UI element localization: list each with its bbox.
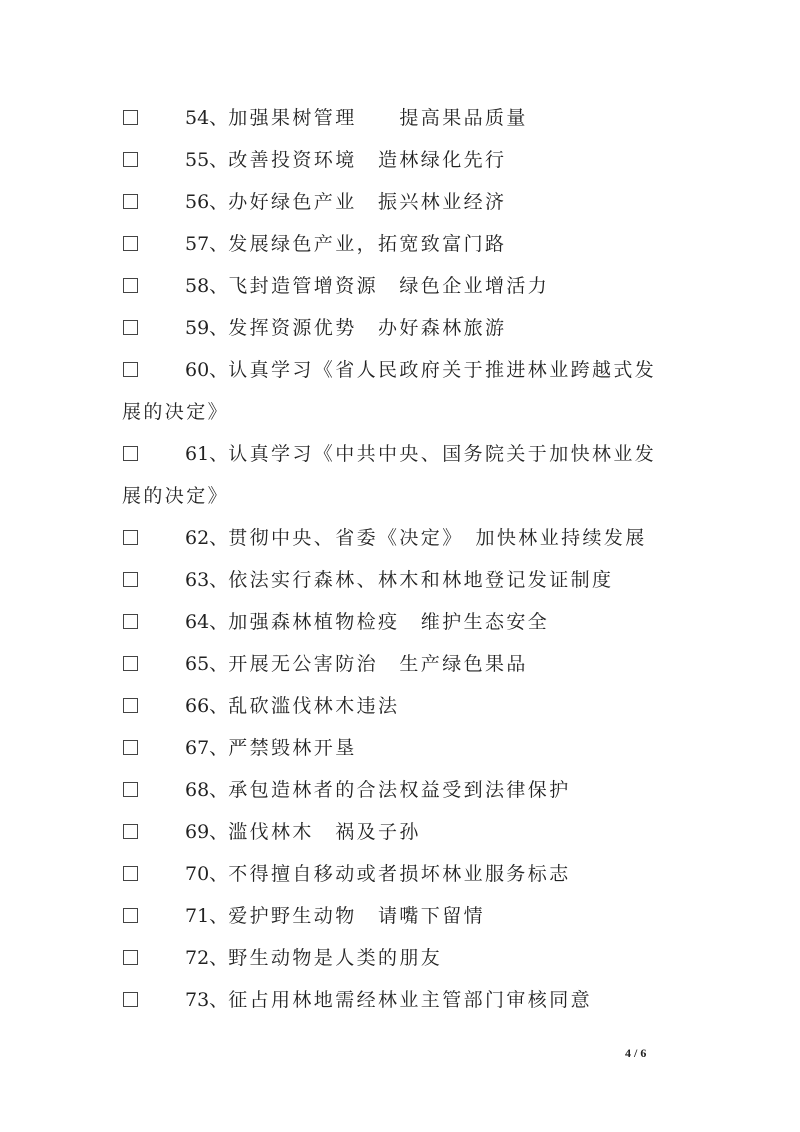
item-number: 70、: [185, 863, 229, 885]
item-number: 54、: [185, 107, 229, 129]
item-number: 59、: [185, 317, 229, 339]
item-text: 办好绿色产业 振兴林业经济: [228, 191, 507, 213]
item-text: 飞封造管增资源 绿色企业增活力: [228, 275, 550, 297]
checkbox-icon[interactable]: [123, 698, 138, 713]
item-number: 58、: [185, 275, 229, 297]
item-text: 爱护野生动物 请嘴下留情: [228, 905, 485, 927]
item-number: 64、: [185, 611, 229, 633]
list-item: [122, 520, 667, 562]
item-text: 严禁毁林开垦: [228, 737, 357, 759]
list-item-continuation: [122, 394, 667, 436]
list-item: [122, 688, 667, 730]
list-item: [122, 772, 667, 814]
item-text: 认真学习《省人民政府关于推进林业跨越式发: [228, 359, 657, 381]
checkbox-icon[interactable]: [123, 782, 138, 797]
list-item: [122, 730, 667, 772]
item-number: 56、: [185, 191, 229, 213]
checkbox-icon[interactable]: [123, 320, 138, 335]
item-text: 改善投资环境 造林绿化先行: [228, 149, 507, 171]
page-number: 4 / 6: [625, 1046, 647, 1060]
item-text: 加强果树管理 提高果品质量: [228, 107, 528, 129]
item-number: 71、: [185, 905, 229, 927]
item-number: 62、: [185, 527, 229, 549]
list-item: [122, 226, 667, 268]
item-number: 65、: [185, 653, 229, 675]
checkbox-icon[interactable]: [123, 152, 138, 167]
list-item: [122, 604, 667, 646]
checkbox-icon[interactable]: [123, 908, 138, 923]
checkbox-icon[interactable]: [123, 614, 138, 629]
item-number: 72、: [185, 947, 229, 969]
document-body: [122, 100, 667, 1024]
item-number: 57、: [185, 233, 229, 255]
checkbox-icon[interactable]: [123, 362, 138, 377]
list-item: [122, 142, 667, 184]
item-number: 69、: [185, 821, 229, 843]
item-text: 野生动物是人类的朋友: [228, 947, 443, 969]
checkbox-icon[interactable]: [123, 572, 138, 587]
list-item: [122, 982, 667, 1024]
item-text: 开展无公害防治 生产绿色果品: [228, 653, 528, 675]
list-item: [122, 352, 667, 394]
checkbox-icon[interactable]: [123, 992, 138, 1007]
item-text-continuation: 展的决定》: [122, 401, 230, 423]
checkbox-icon[interactable]: [123, 866, 138, 881]
checkbox-icon[interactable]: [123, 824, 138, 839]
list-item: [122, 940, 667, 982]
checkbox-icon[interactable]: [123, 530, 138, 545]
checkbox-icon[interactable]: [123, 446, 138, 461]
item-number: 61、: [185, 443, 229, 465]
item-number: 63、: [185, 569, 229, 591]
item-number: 73、: [185, 989, 229, 1011]
item-text: 发挥资源优势 办好森林旅游: [228, 317, 507, 339]
item-number: 55、: [185, 149, 229, 171]
item-text: 乱砍滥伐林木违法: [228, 695, 400, 717]
item-text: 依法实行森林、林木和林地登记发证制度: [228, 569, 614, 591]
item-number: 68、: [185, 779, 229, 801]
item-number: 66、: [185, 695, 229, 717]
list-item-continuation: [122, 478, 667, 520]
item-text: 贯彻中央、省委《决定》 加快林业持续发展: [228, 527, 647, 549]
list-item: [122, 646, 667, 688]
checkbox-icon[interactable]: [123, 194, 138, 209]
checkbox-icon[interactable]: [123, 950, 138, 965]
list-item: [122, 184, 667, 226]
item-text: 承包造林者的合法权益受到法律保护: [228, 779, 571, 801]
checkbox-icon[interactable]: [123, 740, 138, 755]
list-item: [122, 898, 667, 940]
list-item: [122, 100, 667, 142]
list-item: [122, 856, 667, 898]
checkbox-icon[interactable]: [123, 278, 138, 293]
item-text: 加强森林植物检疫 维护生态安全: [228, 611, 550, 633]
list-item: [122, 268, 667, 310]
item-text-continuation: 展的决定》: [122, 485, 230, 507]
item-text: 认真学习《中共中央、国务院关于加快林业发: [228, 443, 657, 465]
item-number: 67、: [185, 737, 229, 759]
item-number: 60、: [185, 359, 229, 381]
item-text: 不得擅自移动或者损坏林业服务标志: [228, 863, 571, 885]
list-item: [122, 310, 667, 352]
item-text: 滥伐林木 祸及子孙: [228, 821, 421, 843]
checkbox-icon[interactable]: [123, 656, 138, 671]
list-item: [122, 562, 667, 604]
item-text: 发展绿色产业，拓宽致富门路: [228, 233, 507, 255]
list-item: [122, 814, 667, 856]
item-text: 征占用林地需经林业主管部门审核同意: [228, 989, 592, 1011]
list-item: [122, 436, 667, 478]
checkbox-icon[interactable]: [123, 110, 138, 125]
checkbox-icon[interactable]: [123, 236, 138, 251]
